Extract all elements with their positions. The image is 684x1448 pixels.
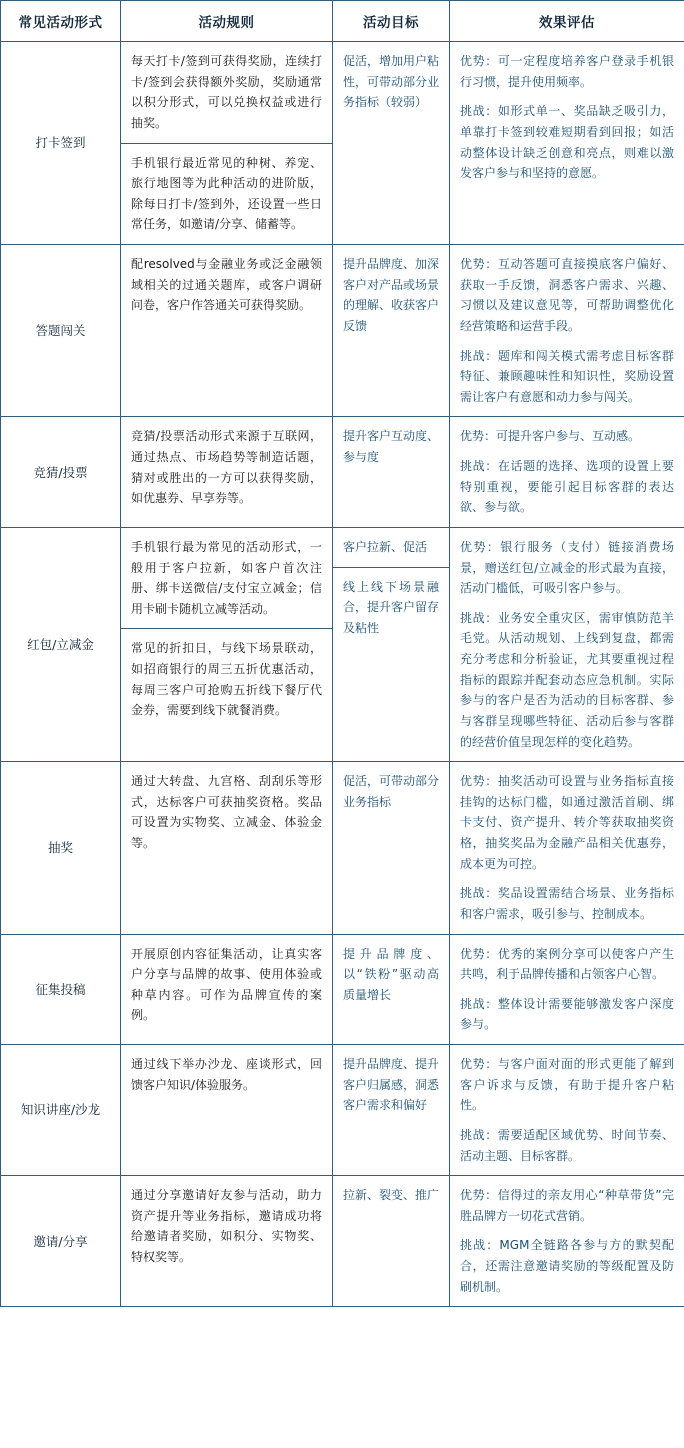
activity-eval-cell [450,1176,684,1307]
goal-block: 提升客户互动度、参与度 [343,429,440,464]
goal-block: 线上线下场景融合，提升客户留存及粘性 [333,567,449,648]
activity-type-cell: 打卡签到 [1,42,121,245]
goal-block: 提升品牌度、提升客户归属感，洞悉客户需求和偏好 [343,1057,440,1113]
rules-block: 配resolved与金融业务或泛金融领域相关的过通关题库，或客户调研问卷，客户作答通关可获得奖励。 [131,257,322,313]
eval-block [450,528,684,761]
eval-advantage: 优势：优秀的案例分享可以使客户产生共鸣，利于品牌传播和占领客户心智。 [460,946,674,982]
goal-block: 促活，可带动部分业务指标 [343,774,440,809]
activity-type-cell: 红包/立减金 [1,527,121,761]
activity-eval-cell [450,527,684,761]
eval-block [450,762,684,933]
eval-challenge: 挑战：需要适配区域优势、时间节奏、活动主题、目标客群。 [460,1127,674,1163]
activity-eval-cell [450,417,684,528]
activity-goal-cell [333,527,450,761]
eval-advantage: 优势：抽奖活动可设置与业务指标直接挂钩的达标门槛，如通过激活首刷、绑卡支付、资产提升、转介等获取抽奖资格，抽奖奖品为金融产品相关优惠券，成本更为可控。 [460,774,674,871]
activity-type-cell: 邀请/分享 [1,1176,121,1307]
rules-block: 手机银行最为常见的活动形式，一般用于客户拉新，如客户首次注册、绑卡送微信/支付宝立减金；信用卡刷卡随机立减等活动。 [131,539,322,616]
goal-block: 促活，增加用户粘性，可带动部分业务指标（较弱） [343,54,440,110]
activity-eval-cell [450,1045,684,1176]
activity-rules-cell [121,762,333,934]
rules-block: 手机银行最近常见的种树、养宠、旅行地图等为此种活动的进阶版，除每日打卡/签到外，还设置一些日常任务，如邀请/分享、储蓄等。 [121,143,332,245]
activity-eval-cell [450,934,684,1045]
activity-goal-cell [333,417,450,528]
eval-block [450,1045,684,1175]
rules-block: 常见的折扣日，与线下场景联动，如招商银行的周三五折优惠活动，每周三客户可抢购五折线下餐厅代金券，需要到线下就餐消费。 [121,628,332,730]
activity-type-cell: 征集投稿 [1,934,121,1045]
column-header-rules: 活动规则 [121,1,333,42]
column-header-eval: 效果评估 [450,1,684,42]
eval-challenge: 挑战：整体设计需要能够激发客户深度参与。 [460,996,674,1032]
activity-eval-cell [450,42,684,245]
eval-block [450,1176,684,1306]
goal-block: 客户拉新、促活 [343,539,428,554]
eval-advantage: 优势：可提升客户参与、互动感。 [460,429,641,444]
eval-challenge: 挑战：在话题的选择、选项的设置上要特别重视，要能引起目标客群的表达欲、参与欲。 [460,459,674,515]
column-header-type: 常见活动形式 [1,1,121,42]
rules-block: 开展原创内容征集活动，让真实客户分享与品牌的故事、使用体验或种草内容。可作为品牌宣传的案例。 [131,946,322,1023]
eval-block [450,935,684,1045]
activity-rules-cell [121,1045,333,1176]
eval-advantage: 优势：互动答题可直接摸底客户偏好、获取一手反馈，洞悉客户需求、兴趣、习惯以及建议意见等，可帮助调整优化经营策略和运营手段。 [460,257,674,333]
activity-rules-cell [121,1176,333,1307]
table-row [1,1045,684,1176]
activity-type-cell: 知识讲座/沙龙 [1,1045,121,1176]
eval-advantage: 优势：信得过的亲友用心“种草带货”完胜品牌方一切花式营销。 [460,1188,674,1223]
eval-advantage: 优势：银行服务（支付）链接消费场景，赠送红包/立减金的形式最为直接，活动门槛低，可吸引客户参与。 [460,539,674,596]
eval-block [450,42,684,193]
activity-eval-cell [450,245,684,417]
activity-rules-cell [121,417,333,528]
activity-rules-cell [121,934,333,1045]
eval-challenge: 挑战：MGM全链路各参与方的默契配合，还需注意邀请奖励的等级配置及防刷机制。 [460,1238,674,1294]
activity-goal-cell [333,1045,450,1176]
activity-rules-cell [121,527,333,761]
rules-block: 通过线下举办沙龙、座谈形式，回馈客户知识/体验服务。 [131,1057,322,1092]
table-row [1,417,684,528]
rules-block: 通过大转盘、九宫格、刮刮乐等形式，达标客户可获抽奖资格。奖品可设置为实物奖、立减金、体验金等。 [131,774,322,850]
column-header-goal: 活动目标 [333,1,450,42]
rules-block: 竞猜/投票活动形式来源于互联网，通过热点、市场趋势等制造话题，猜对或胜出的一方可以获得奖励，如优惠券、早享券等。 [131,429,322,506]
table-row [1,1176,684,1307]
activity-goal-cell [333,42,450,245]
table-body [1,42,684,1307]
goal-block: 拉新、裂变、推广 [343,1188,440,1203]
activity-eval-cell [450,762,684,934]
activity-type-cell: 抽奖 [1,762,121,934]
eval-challenge: 挑战：业务安全重灾区，需审慎防范羊毛党。从活动规划、上线到复盘，都需充分考虑和分析验证，尤其要重视过程指标的跟踪并配套动态应急机制。实际参与的客户是否为活动的目标客群、参与客群呈现哪些特征、活动后参与客群的经营价值呈现怎样的变化趋势。 [460,610,674,749]
eval-challenge: 挑战：奖品设置需结合场景、业务指标和客户需求，吸引参与、控制成本。 [460,886,674,921]
activity-goal-cell [333,245,450,417]
table-row [1,762,684,934]
eval-block [450,417,684,527]
table-row [1,245,684,417]
eval-block [450,245,684,416]
activity-goal-cell [333,1176,450,1307]
eval-advantage: 优势：与客户面对面的形式更能了解到客户诉求与反馈，有助于提升客户粘性。 [460,1057,674,1113]
goal-block: 提升品牌度、加深客户对产品或场景的理解、收获客户反馈 [343,257,440,333]
activity-type-cell: 竞猜/投票 [1,417,121,528]
activity-rules-cell [121,245,333,417]
eval-challenge: 挑战：题库和闯关模式需考虑目标客群特征、兼顾趣味性和知识性，奖励设置需让客户有意愿和动力参与闯关。 [460,348,674,404]
rules-block: 每天打卡/签到可获得奖励，连续打卡/签到会获得额外奖励，奖励通常以积分形式，可以兑换权益或进行抽奖。 [131,54,322,130]
activity-type-cell: 答题闯关 [1,245,121,417]
table-row [1,527,684,761]
table-row [1,934,684,1045]
table-row [1,42,684,245]
goal-block: 提升品牌度、以“铁粉”驱动高质量增长 [343,946,439,1002]
rules-block: 通过分享邀请好友参与活动，助力资产提升等业务指标，邀请成功将给邀请者奖励，如积分、实物奖、特权奖等。 [131,1188,322,1264]
activity-rules-cell [121,42,333,245]
eval-challenge: 挑战：如形式单一、奖品缺乏吸引力，单靠打卡签到较难短期看到回报；如活动整体设计缺乏创意和亮点，则难以激发客户参与和坚持的意愿。 [460,104,674,181]
table-header-row [1,1,684,42]
activity-goal-cell [333,762,450,934]
eval-advantage: 优势：可一定程度培养客户登录手机银行习惯，提升使用频率。 [460,54,674,89]
activity-goal-cell [333,934,450,1045]
